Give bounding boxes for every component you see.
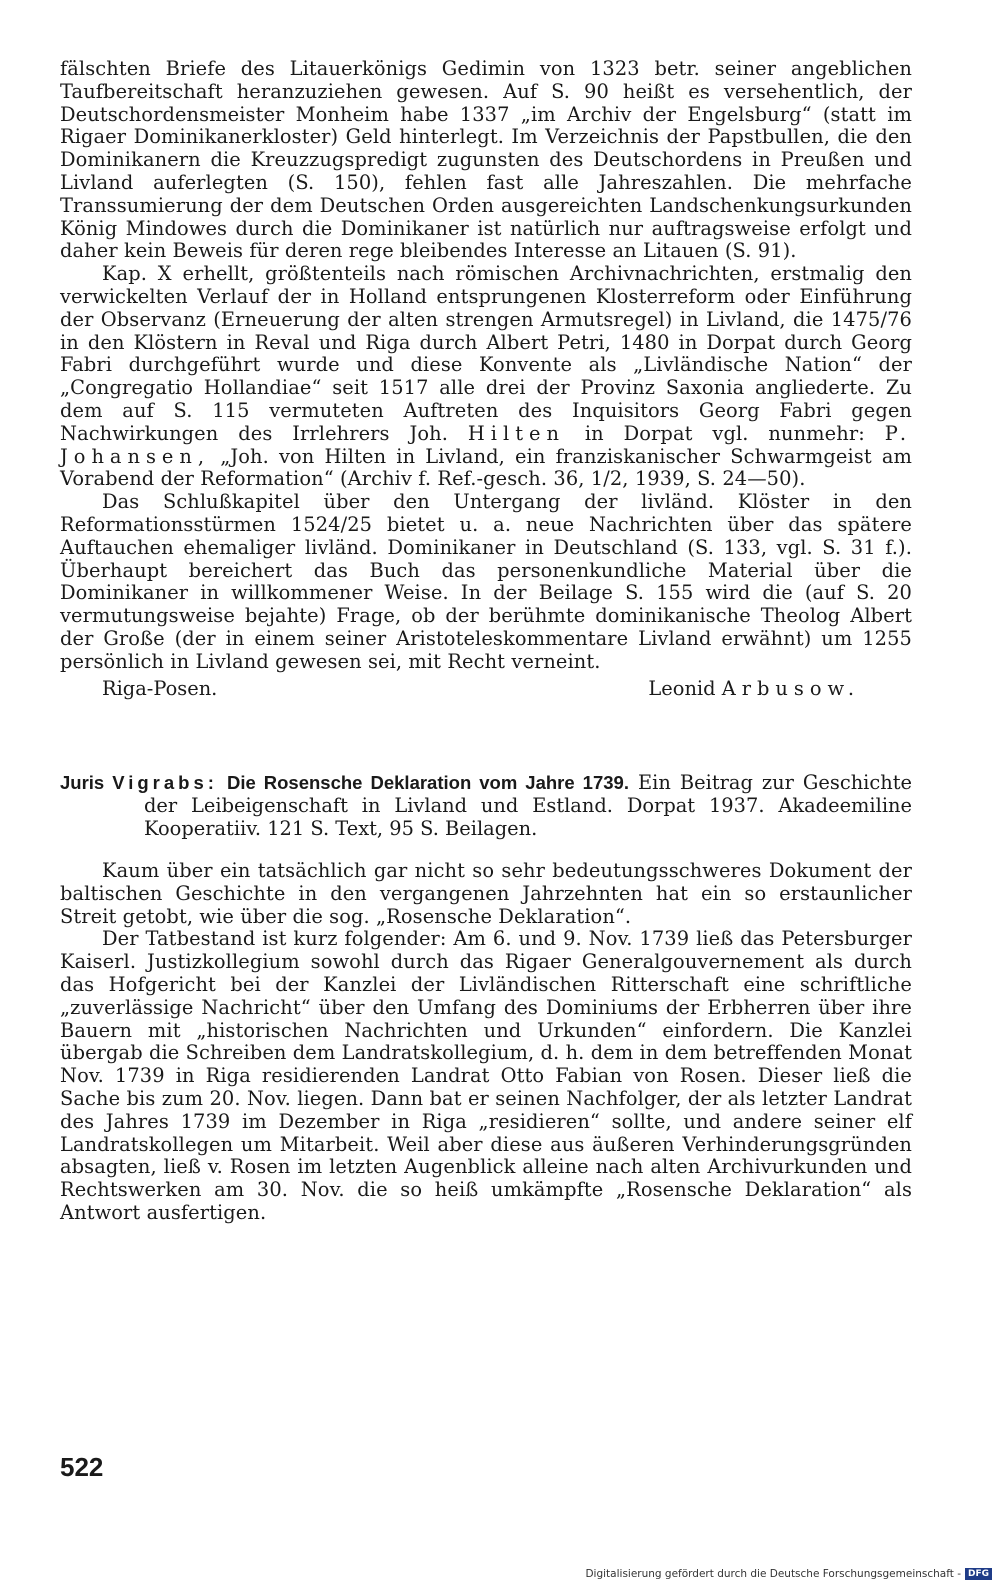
footer-text: Digitalisierung gefördert durch die Deutsche Forschungsgemeinschaft - xyxy=(585,1568,961,1580)
review1-paragraph-3: Das Schlußkapitel über den Untergang der livländ. Klöster in den Reformationsstürmen 1524/25 bietet u. a. neue Nachrichten über das spätere Auftauchen ehemaliger livländ. Dominikaner in Deutschland (S. 133, vgl. S. 31 f.). Überhaupt bereichert das Buch das personenkundliche Material über die Dominikaner in willkommener Weise. In der Beilage S. 155 wird die (auf S. 20 vermutungsweise bejahte) Frage, ob der berühmte dominikanische Theolog Albert der Große (der in einem seiner Aristoteleskommentare Livland erwähnt) um 1255 persönlich in Livland gewesen sei, mit Recht verneint. xyxy=(60,490,912,673)
name-hilten: Hilten xyxy=(467,421,565,445)
review2-details: Ein Beitrag zur Geschichte der Leibeigenschaft in Livland und Estland. Dorpat 1937. Akadeemiline Kooperatiiv. 121 S. Text, 95 S. Beilagen. xyxy=(144,771,913,840)
page-number: 522 xyxy=(60,1452,104,1482)
review2-heading xyxy=(60,772,912,840)
footer-credit xyxy=(585,1568,992,1580)
dfg-logo-icon: DFG xyxy=(965,1568,992,1580)
review2-author: Juris Vigrabs: xyxy=(60,772,218,794)
review1-paragraph-kap-x xyxy=(60,263,912,491)
kap-x-text-1: Kap. X erhellt, größtenteils nach römischen Archivnachrichten, erstmalig den verwickelten Verlauf der in Holland entsprungenen Klosterreform oder Einführung der Observanz (Erneuerung der alten strengen Armutsregel) in Livland, die 1475/76 in den Klöstern in Reval und Riga durch Albert Petri, 1480 in Dorpat durch Georg Fabri durchgeführt wurde und diese Konvente als „Livländische Nation“ der „Congregatio Hollandiae“ seit 1517 alle drei der Provinz Saxonia angliederte. Zu dem auf S. 115 vermuteten Auftreten des Inquisitors Georg Fabri gegen Nachwirkungen des Irrlehrers Joh. xyxy=(60,262,912,445)
review2-title: Die Rosensche Deklaration vom Jahre 1739. xyxy=(226,772,629,794)
review1-paragraph-1: fälschten Briefe des Litauerkönigs Gedimin von 1323 betr. seiner angeblichen Taufbereitschaft heranzuziehen gewesen. Auf S. 90 heißt es versehentlich, der Deutschordensmeister Monheim habe 1337 „im Archiv der Engelsburg“ (statt im Rigaer Dominikanerkloster) Geld hinterlegt. Im Verzeichnis der Papstbullen, die den Dominikanern die Kreuzzugspredigt zugunsten des Deutschordens in Preußen und Livland auferlegten (S. 150), fehlen fast alle Jahreszahlen. Die mehrfache Transsumierung der dem Deutschen Orden ausgereichten Landschenkungsurkunden König Mindowes durch die Dominikaner ist natürlich nur auftragsweise erfolgt und daher kein Beweis für deren rege bleibendes Interesse an Litauen (S. 91). xyxy=(60,57,912,263)
review2-body xyxy=(60,860,912,1225)
kap-x-text-2: in Dorpat vgl. nunmehr: xyxy=(584,421,865,445)
page-content xyxy=(60,58,912,1225)
kap-x-text-3: „Joh. von Hilten in Livland, ein franziskanischer Schwarmgeist am Vorabend der Reformation“ (Archiv f. Ref.-gesch. 36, 1/2, 1939, S. 24—50). xyxy=(60,444,912,491)
review-place: Riga-Posen. xyxy=(102,676,218,700)
review2-paragraph-1: Kaum über ein tatsächlich gar nicht so sehr bedeutungsschweres Dokument der baltischen Geschichte in den vergangenen Jahrzehnten hat ein so erstaunlicher Streit getobt, wie über die sog. „Rosensche Deklaration“. xyxy=(60,859,912,928)
review2-paragraph-2: Der Tatbestand ist kurz folgender: Am 6. und 9. Nov. 1739 ließ das Petersburger Kaiserl. Justizkollegium sowohl durch das Rigaer Generalgouvernement als durch das Hofgericht bei der Kanzlei der Livländischen Ritterschaft eine schriftliche „zuverlässige Nachricht“ über den Umfang des Dominiums der Erbherren über ihre Bauern mit „historischen Nachrichten und Urkunden“ einfordern. Die Kanzlei übergab die Schreiben dem Landratskollegium, d. h. dem in dem betreffenden Monat Nov. 1739 in Riga residierenden Landrat Otto Fabian von Rosen. Dieser ließ die Sache bis zum 20. Nov. liegen. Dann bat er seinen Nachfolger, der als letzter Landrat des Jahres 1739 im Dezember in Riga „residieren“ sollte, und andere seiner elf Landratskollegen um Mitarbeit. Weil aber diese aus äußeren Verhinderungsgründen absagten, ließ v. Rosen im letzten Augenblick alleine nach alten Archivurkunden und Rechtswerken am 30. Nov. die so heiß umkämpfte „Rosensche Deklaration“ als Antwort ausfertigen. xyxy=(60,927,912,1225)
reviewer-name: Leonid Arbusow. xyxy=(648,676,860,700)
review1-signature xyxy=(60,678,912,701)
name-johansen: P. Johansen, xyxy=(60,421,912,468)
